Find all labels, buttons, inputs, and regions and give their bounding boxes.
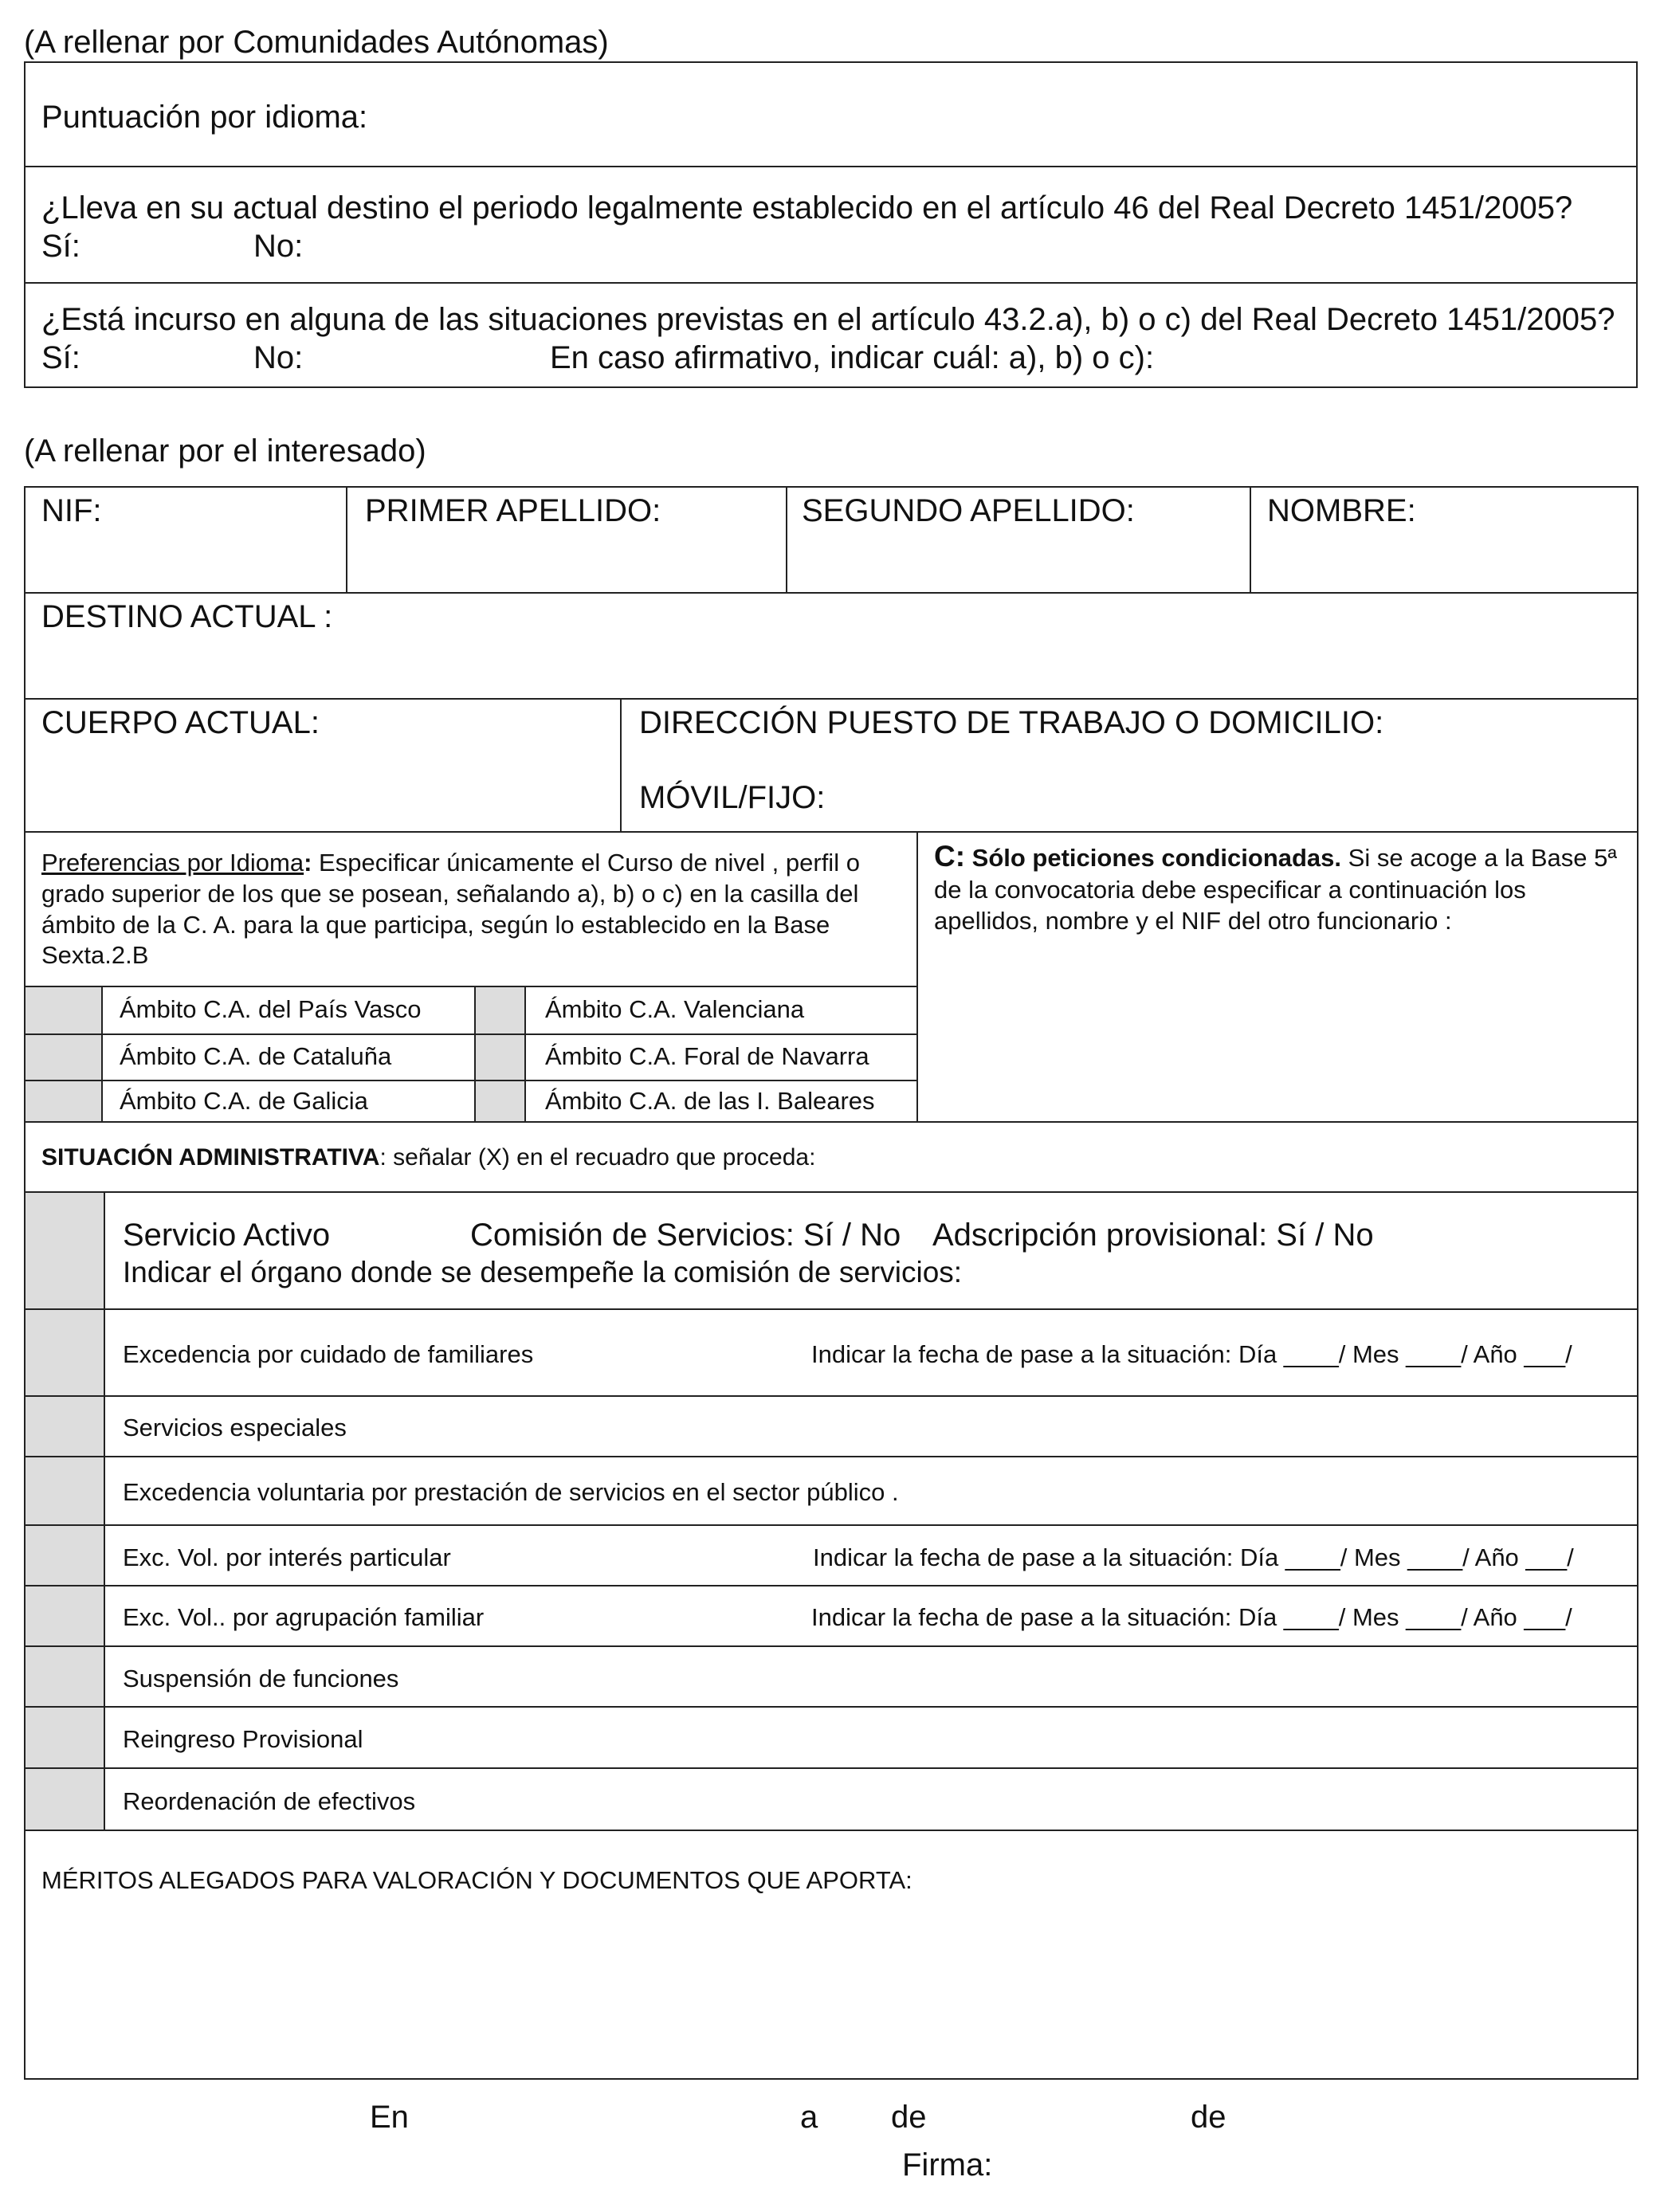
divider bbox=[24, 1706, 1638, 1708]
situacion-instruction: : señalar (X) en el recuadro que proceda: bbox=[379, 1144, 816, 1171]
q2-text: ¿Está incurso en alguna de las situaciones previstas en el artículo 43.2.a), b) o c) del Real Decreto 1451/2005? bbox=[41, 302, 1615, 337]
cuerpo-actual-label[interactable]: CUERPO ACTUAL: bbox=[41, 705, 320, 740]
situacion-row-label: Exc. Vol.. por agrupación familiar bbox=[123, 1603, 485, 1631]
situacion-row-label: Reordenación de efectivos bbox=[123, 1787, 416, 1815]
ambito-galicia-checkbox[interactable] bbox=[26, 1081, 101, 1121]
destino-actual-label[interactable]: DESTINO ACTUAL : bbox=[41, 599, 333, 634]
condicionadas-text bbox=[934, 838, 1624, 937]
situacion-row-label: Servicios especiales bbox=[123, 1414, 347, 1441]
servicio-activo-label: Servicio Activo bbox=[123, 1218, 331, 1253]
exc-agrupacion-familiar-checkbox[interactable] bbox=[26, 1586, 104, 1645]
divider bbox=[24, 1033, 917, 1035]
segundo-apellido-label[interactable]: SEGUNDO APELLIDO: bbox=[802, 493, 1135, 528]
q2-si-label[interactable]: Sí: bbox=[41, 340, 80, 375]
movil-label[interactable]: MÓVIL/FIJO: bbox=[639, 780, 826, 815]
fecha-pase-field[interactable]: Indicar la fecha de pase a la situación: Día ____/ Mes ____/ Año ___/ bbox=[811, 1340, 1572, 1368]
preferencias-text bbox=[41, 848, 902, 971]
direccion-label[interactable]: DIRECCIÓN PUESTO DE TRABAJO O DOMICILIO: bbox=[639, 705, 1384, 740]
q1-text: ¿Lleva en su actual destino el periodo legalmente establecido en el artículo 46 del Real Decreto 1451/2005? bbox=[41, 190, 1573, 226]
adscripcion-provisional-label[interactable]: Adscripción provisional: Sí / No bbox=[932, 1218, 1374, 1253]
meritos-label[interactable]: MÉRITOS ALEGADOS PARA VALORACIÓN Y DOCUMENTOS QUE APORTA: bbox=[41, 1866, 912, 1894]
divider bbox=[104, 1191, 105, 1831]
divider bbox=[24, 1121, 1638, 1123]
ambito-baleares-checkbox[interactable] bbox=[476, 1081, 524, 1121]
divider bbox=[24, 1395, 1638, 1397]
ccaa-caption: (A rellenar por Comunidades Autónomas) bbox=[24, 25, 609, 60]
footer-de: de bbox=[891, 2100, 927, 2135]
divider bbox=[24, 831, 1638, 833]
firma-label: Firma: bbox=[902, 2147, 993, 2183]
ambito-valenciana-label: Ámbito C.A. Valenciana bbox=[545, 995, 805, 1023]
footer-de: de bbox=[1191, 2100, 1226, 2135]
divider bbox=[1250, 486, 1251, 593]
nombre-label[interactable]: NOMBRE: bbox=[1267, 493, 1416, 528]
divider bbox=[24, 1767, 1638, 1769]
situacion-row-label: Exc. Vol. por interés particular bbox=[123, 1543, 451, 1571]
footer-en: En bbox=[370, 2100, 409, 2135]
situacion-heading bbox=[41, 1144, 815, 1172]
divider bbox=[24, 1645, 1638, 1647]
divider bbox=[346, 486, 347, 593]
divider bbox=[101, 986, 103, 1121]
divider bbox=[24, 592, 1638, 594]
exc-interes-particular-checkbox[interactable] bbox=[26, 1526, 104, 1585]
divider bbox=[24, 166, 1638, 167]
q1-no-label[interactable]: No: bbox=[253, 229, 304, 264]
condicionadas-letter: C: bbox=[934, 840, 966, 873]
nif-label[interactable]: NIF: bbox=[41, 493, 102, 528]
q2-no-label[interactable]: No: bbox=[253, 340, 304, 375]
ambito-cataluna-label: Ámbito C.A. de Cataluña bbox=[120, 1042, 392, 1070]
ambito-navarra-label: Ámbito C.A. Foral de Navarra bbox=[545, 1042, 869, 1070]
indicar-organo-label[interactable]: Indicar el órgano donde se desempeñe la comisión de servicios: bbox=[123, 1256, 963, 1288]
ambito-cataluna-checkbox[interactable] bbox=[26, 1035, 101, 1080]
situacion-row-label: Reingreso Provisional bbox=[123, 1725, 363, 1753]
divider bbox=[786, 486, 787, 593]
excedencia-familiares-checkbox[interactable] bbox=[26, 1310, 104, 1395]
situacion-row-label: Excedencia voluntaria por prestación de servicios en el sector público . bbox=[123, 1478, 899, 1506]
preferencias-colon: : bbox=[304, 849, 312, 877]
servicios-especiales-checkbox[interactable] bbox=[26, 1397, 104, 1456]
ambito-galicia-label: Ámbito C.A. de Galicia bbox=[120, 1087, 368, 1115]
situacion-title: SITUACIÓN ADMINISTRATIVA bbox=[41, 1144, 380, 1171]
divider bbox=[24, 698, 1638, 700]
condicionadas-bold: Sólo peticiones condicionadas. bbox=[965, 844, 1342, 872]
divider bbox=[24, 1308, 1638, 1310]
ambito-baleares-label: Ámbito C.A. de las I. Baleares bbox=[545, 1087, 875, 1115]
condicionadas-body: Si se acoge a la Base 5ª de la convocatoria debe especificar a continuación los apellidos, nombre y el NIF del otro funcionario : bbox=[934, 844, 1617, 935]
divider bbox=[524, 986, 526, 1121]
ambito-pais-vasco-checkbox[interactable] bbox=[26, 987, 101, 1033]
comision-servicios-label[interactable]: Comisión de Servicios: Sí / No bbox=[470, 1218, 901, 1253]
divider bbox=[916, 831, 918, 1121]
situacion-row-label: Excedencia por cuidado de familiares bbox=[123, 1340, 534, 1368]
divider bbox=[24, 1080, 917, 1081]
fecha-pase-field[interactable]: Indicar la fecha de pase a la situación: Día ____/ Mes ____/ Año ___/ bbox=[813, 1543, 1574, 1571]
divider bbox=[24, 1830, 1638, 1831]
situacion-row-label: Suspensión de funciones bbox=[123, 1665, 399, 1692]
divider bbox=[24, 1191, 1638, 1193]
puntuacion-label: Puntuación por idioma: bbox=[41, 100, 368, 135]
q1-si-label[interactable]: Sí: bbox=[41, 229, 80, 264]
divider bbox=[24, 282, 1638, 284]
ambito-valenciana-checkbox[interactable] bbox=[476, 987, 524, 1033]
divider bbox=[24, 1456, 1638, 1457]
divider bbox=[24, 986, 917, 987]
q2-caso-label[interactable]: En caso afirmativo, indicar cuál: a), b) o c): bbox=[550, 340, 1155, 375]
interesado-caption: (A rellenar por el interesado) bbox=[24, 433, 426, 469]
divider bbox=[620, 698, 622, 832]
primer-apellido-label[interactable]: PRIMER APELLIDO: bbox=[365, 493, 661, 528]
ambito-navarra-checkbox[interactable] bbox=[476, 1035, 524, 1080]
footer-a: a bbox=[800, 2100, 818, 2135]
preferencias-body: Especificar únicamente el Curso de nivel , perfil o grado superior de los que se posean, señalando a), b) o c) en la casilla del ámbito de la C. A. para la que participa, según lo establecido en la Base Sexta.2.B bbox=[41, 849, 860, 970]
servicio-activo-checkbox[interactable] bbox=[26, 1193, 104, 1308]
preferencias-title: Preferencias por Idioma bbox=[41, 849, 304, 877]
ambito-pais-vasco-label: Ámbito C.A. del País Vasco bbox=[120, 995, 422, 1023]
divider bbox=[24, 1524, 1638, 1526]
excedencia-sector-publico-checkbox[interactable] bbox=[26, 1457, 104, 1524]
reordenacion-efectivos-checkbox[interactable] bbox=[26, 1769, 104, 1830]
fecha-pase-field[interactable]: Indicar la fecha de pase a la situación: Día ____/ Mes ____/ Año ___/ bbox=[811, 1603, 1572, 1631]
divider bbox=[24, 1585, 1638, 1586]
suspension-funciones-checkbox[interactable] bbox=[26, 1647, 104, 1706]
reingreso-provisional-checkbox[interactable] bbox=[26, 1708, 104, 1767]
